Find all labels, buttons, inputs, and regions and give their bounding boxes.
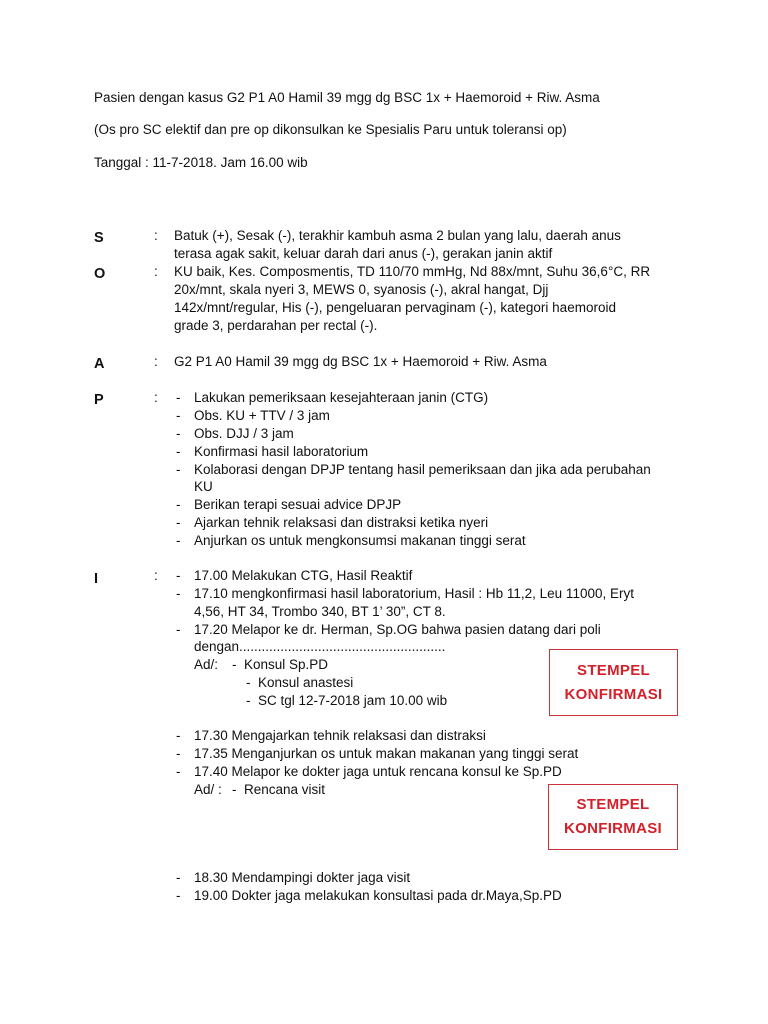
list-dash: -: [176, 888, 181, 903]
implementation-item: 17.00 Melakukan CTG, Hasil Reaktif: [194, 568, 413, 583]
list-dash: -: [176, 586, 181, 601]
implementation-item: 17.40 Melapor ke dokter jaga untuk rencana konsul ke Sp.PD: [194, 764, 562, 779]
header-line-1: Pasien dengan kasus G2 P1 A0 Hamil 39 mgg dg BSC 1x + Haemoroid + Riw. Asma: [94, 90, 600, 105]
stamp-line-1: STEMPEL: [576, 796, 650, 813]
section-o-line-4: grade 3, perdarahan per rectal (-).: [174, 318, 378, 333]
implementation-item: 17.20 Melapor ke dr. Herman, Sp.OG bahwa pasien datang dari poli: [194, 622, 601, 637]
confirmation-stamp: [549, 649, 678, 716]
section-p-colon: :: [154, 390, 158, 405]
plan-item: Berikan terapi sesuai advice DPJP: [194, 497, 402, 512]
section-o-colon: :: [154, 264, 158, 279]
plan-item: Ajarkan tehnik relaksasi dan distraksi ketika nyeri: [194, 515, 489, 530]
advice-label: Ad/:: [194, 657, 219, 672]
stamp-line-1: STEMPEL: [577, 661, 650, 679]
implementation-item-continuation: 4,56, HT 34, Trombo 340, BT 1’ 30”, CT 8.: [194, 604, 446, 619]
header-line-2: (Os pro SC elektif dan pre op dikonsulkan ke Spesialis Paru untuk toleransi op): [94, 122, 567, 137]
advice-item: Konsul anastesi: [258, 675, 354, 690]
implementation-item-continuation: dengan.......................................................: [194, 639, 446, 654]
plan-item: Anjurkan os untuk mengkonsumsi makanan tinggi serat: [194, 533, 526, 548]
section-o-label: O: [94, 266, 106, 282]
list-dash: -: [176, 764, 181, 779]
advice-item: Rencana visit: [244, 782, 326, 797]
section-i-colon: :: [154, 568, 158, 583]
list-dash: -: [176, 390, 181, 405]
list-dash: -: [176, 870, 181, 885]
section-o-line-3: 142x/mnt/regular, His (-), pengeluaran pervaginam (-), kategori haemoroid: [174, 300, 616, 315]
section-s-colon: :: [154, 228, 158, 243]
section-s-line-1: Batuk (+), Sesak (-), terakhir kambuh asma 2 bulan yang lalu, daerah anus: [174, 228, 621, 243]
plan-item: Kolaborasi dengan DPJP tentang hasil pemeriksaan dan jika ada perubahan: [194, 462, 651, 477]
list-dash: -: [176, 533, 181, 548]
plan-item: Konfirmasi hasil laboratorium: [194, 444, 369, 459]
confirmation-stamp: [548, 784, 678, 850]
plan-item-continuation: KU: [194, 479, 213, 494]
section-s-line-2: terasa agak sakit, keluar darah dari anus (-), gerakan janin aktif: [174, 246, 553, 261]
list-dash: -: [246, 675, 251, 690]
section-i-label: I: [94, 571, 99, 587]
plan-item: Obs. DJJ / 3 jam: [194, 426, 294, 441]
plan-item: Lakukan pemeriksaan kesejahteraan janin (CTG): [194, 390, 489, 405]
section-o-line-2: 20x/mnt, skala nyeri 3, MEWS 0, syanosis (-), akral hangat, Djj: [174, 282, 549, 297]
implementation-item: 17.10 mengkonfirmasi hasil laboratorium, Hasil : Hb 11,2, Leu 11000, Eryt: [194, 586, 634, 601]
list-dash: -: [176, 462, 181, 477]
section-a-label: A: [94, 356, 105, 372]
implementation-item: 17.35 Menganjurkan os untuk makan makanan yang tinggi serat: [194, 746, 579, 761]
section-s-label: S: [94, 230, 104, 246]
advice-item: SC tgl 12-7-2018 jam 10.00 wib: [258, 693, 448, 708]
implementation-item: 17.30 Mengajarkan tehnik relaksasi dan distraksi: [194, 728, 486, 743]
list-dash: -: [176, 622, 181, 637]
section-a-text: G2 P1 A0 Hamil 39 mgg dg BSC 1x + Haemoroid + Riw. Asma: [174, 354, 547, 369]
section-o-line-1: KU baik, Kes. Composmentis, TD 110/70 mmHg, Nd 88x/mnt, Suhu 36,6°C, RR: [174, 264, 651, 279]
list-dash: -: [176, 746, 181, 761]
section-p-label: P: [94, 392, 104, 408]
list-dash: -: [176, 568, 181, 583]
list-dash: -: [232, 657, 237, 672]
list-dash: -: [232, 782, 237, 797]
list-dash: -: [246, 693, 251, 708]
stamp-line-2: KONFIRMASI: [564, 820, 662, 837]
implementation-item: 19.00 Dokter jaga melakukan konsultasi pada dr.Maya,Sp.PD: [194, 888, 562, 903]
advice-item: Konsul Sp.PD: [244, 657, 329, 672]
list-dash: -: [176, 515, 181, 530]
list-dash: -: [176, 497, 181, 512]
list-dash: -: [176, 728, 181, 743]
advice-label: Ad/ :: [194, 782, 222, 797]
plan-item: Obs. KU + TTV / 3 jam: [194, 408, 330, 423]
list-dash: -: [176, 444, 181, 459]
list-dash: -: [176, 426, 181, 441]
section-a-colon: :: [154, 354, 158, 369]
implementation-item: 18.30 Mendampingi dokter jaga visit: [194, 870, 411, 885]
list-dash: -: [176, 408, 181, 423]
stamp-line-2: KONFIRMASI: [564, 685, 663, 703]
header-date: Tanggal : 11-7-2018. Jam 16.00 wib: [94, 155, 308, 170]
